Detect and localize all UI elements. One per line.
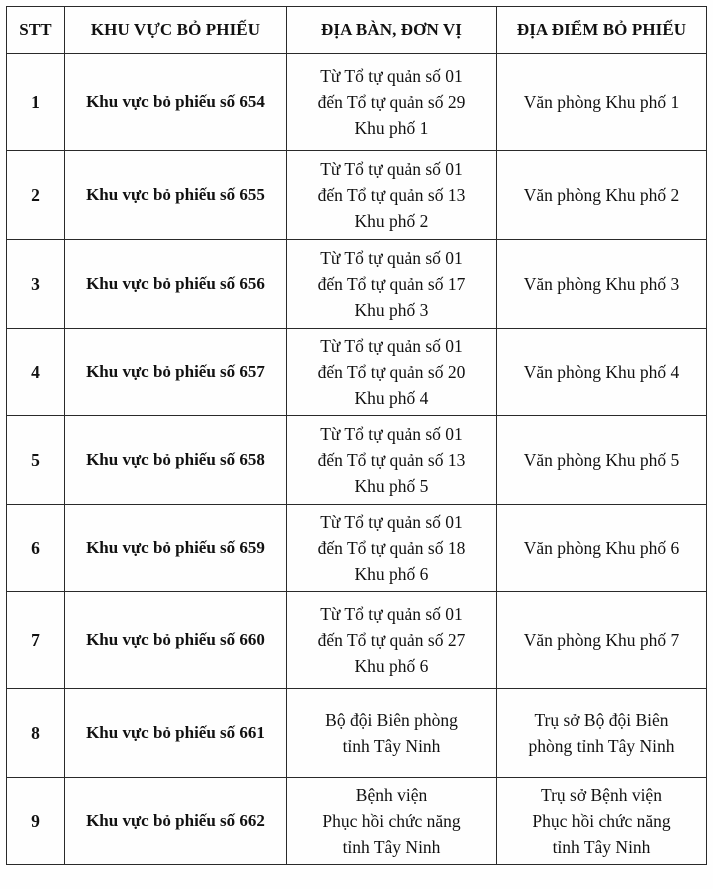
cell-location-line: Văn phòng Khu phố 7 [523, 630, 680, 650]
cell-unit-line: Từ Tổ tự quản số 01 [320, 512, 463, 532]
cell-unit-line: Bộ đội Biên phòng [325, 710, 458, 730]
cell-location-line: Văn phòng Khu phố 5 [523, 450, 680, 470]
cell-location-line: Văn phòng Khu phố 2 [523, 185, 680, 205]
table-row [7, 416, 707, 505]
cell-unit-line: Khu phố 6 [354, 656, 429, 676]
header-unit: ĐỊA BÀN, ĐƠN VỊ [287, 7, 497, 54]
cell-unit [287, 329, 497, 416]
header-location: ĐỊA ĐIỂM BỎ PHIẾU [497, 7, 707, 54]
cell-unit-line: Khu phố 2 [354, 211, 429, 231]
cell-unit-line: Phục hồi chức năng [322, 811, 461, 831]
cell-unit-line: Khu phố 1 [354, 118, 429, 138]
cell-voting-area: Khu vực bỏ phiếu số 656 [65, 240, 287, 329]
table-row [7, 329, 707, 416]
cell-location-line: Văn phòng Khu phố 4 [523, 362, 680, 382]
cell-voting-area: Khu vực bỏ phiếu số 655 [65, 151, 287, 240]
cell-unit-line: Khu phố 5 [354, 476, 429, 496]
cell-stt: 7 [7, 592, 65, 689]
cell-unit-line: đến Tổ tự quản số 18 [317, 538, 466, 558]
cell-unit-line: tỉnh Tây Ninh [342, 837, 441, 857]
cell-unit-line: Khu phố 4 [354, 388, 429, 408]
cell-unit-line: Từ Tổ tự quản số 01 [320, 424, 463, 444]
cell-voting-area: Khu vực bỏ phiếu số 657 [65, 329, 287, 416]
cell-unit-line: đến Tổ tự quản số 17 [317, 274, 466, 294]
cell-stt: 1 [7, 54, 65, 151]
cell-location [497, 689, 707, 778]
cell-location-line: Trụ sở Bệnh viện [541, 785, 662, 805]
cell-unit-line: Từ Tổ tự quản số 01 [320, 336, 463, 356]
cell-location-line: Văn phòng Khu phố 6 [523, 538, 680, 558]
table-row [7, 778, 707, 865]
table-row [7, 592, 707, 689]
cell-unit [287, 592, 497, 689]
header-stt: STT [7, 7, 65, 54]
header-voting-area: KHU VỰC BỎ PHIẾU [65, 7, 287, 54]
cell-unit [287, 151, 497, 240]
cell-location-line: phòng tỉnh Tây Ninh [528, 736, 675, 756]
cell-voting-area: Khu vực bỏ phiếu số 654 [65, 54, 287, 151]
cell-location [497, 778, 707, 865]
table-header-row [7, 7, 707, 54]
cell-unit-line: Từ Tổ tự quản số 01 [320, 66, 463, 86]
cell-location [497, 54, 707, 151]
cell-location-line: Văn phòng Khu phố 1 [523, 92, 680, 112]
cell-unit-line: đến Tổ tự quản số 20 [317, 362, 466, 382]
cell-stt: 9 [7, 778, 65, 865]
cell-unit-line: đến Tổ tự quản số 13 [317, 450, 466, 470]
cell-voting-area: Khu vực bỏ phiếu số 662 [65, 778, 287, 865]
cell-location [497, 592, 707, 689]
cell-location-line: Văn phòng Khu phố 3 [523, 274, 680, 294]
cell-location-line: Phục hồi chức năng [532, 811, 671, 831]
table-row [7, 54, 707, 151]
cell-voting-area: Khu vực bỏ phiếu số 658 [65, 416, 287, 505]
cell-unit-line: Từ Tổ tự quản số 01 [320, 604, 463, 624]
table-row [7, 240, 707, 329]
cell-stt: 4 [7, 329, 65, 416]
table-row [7, 689, 707, 778]
cell-unit-line: Từ Tổ tự quản số 01 [320, 159, 463, 179]
cell-location [497, 329, 707, 416]
cell-stt: 5 [7, 416, 65, 505]
cell-voting-area: Khu vực bỏ phiếu số 661 [65, 689, 287, 778]
cell-unit [287, 416, 497, 505]
cell-location-line: tỉnh Tây Ninh [552, 837, 651, 857]
voting-area-table [6, 6, 707, 865]
cell-unit-line: Bệnh viện [355, 785, 428, 805]
cell-unit [287, 778, 497, 865]
cell-unit-line: đến Tổ tự quản số 13 [317, 185, 466, 205]
cell-unit-line: Khu phố 3 [354, 300, 429, 320]
cell-voting-area: Khu vực bỏ phiếu số 660 [65, 592, 287, 689]
cell-unit [287, 505, 497, 592]
cell-unit-line: Khu phố 6 [354, 564, 429, 584]
cell-unit-line: đến Tổ tự quản số 27 [317, 630, 466, 650]
cell-location [497, 505, 707, 592]
cell-unit [287, 689, 497, 778]
cell-unit [287, 54, 497, 151]
cell-unit-line: Từ Tổ tự quản số 01 [320, 248, 463, 268]
cell-location-line: Trụ sở Bộ đội Biên [534, 710, 669, 730]
cell-location [497, 416, 707, 505]
cell-unit-line: tỉnh Tây Ninh [342, 736, 441, 756]
cell-stt: 6 [7, 505, 65, 592]
cell-location [497, 151, 707, 240]
table-row [7, 151, 707, 240]
cell-unit-line: đến Tổ tự quản số 29 [317, 92, 466, 112]
cell-voting-area: Khu vực bỏ phiếu số 659 [65, 505, 287, 592]
cell-stt: 3 [7, 240, 65, 329]
table-row [7, 505, 707, 592]
cell-stt: 8 [7, 689, 65, 778]
cell-location [497, 240, 707, 329]
cell-stt: 2 [7, 151, 65, 240]
cell-unit [287, 240, 497, 329]
